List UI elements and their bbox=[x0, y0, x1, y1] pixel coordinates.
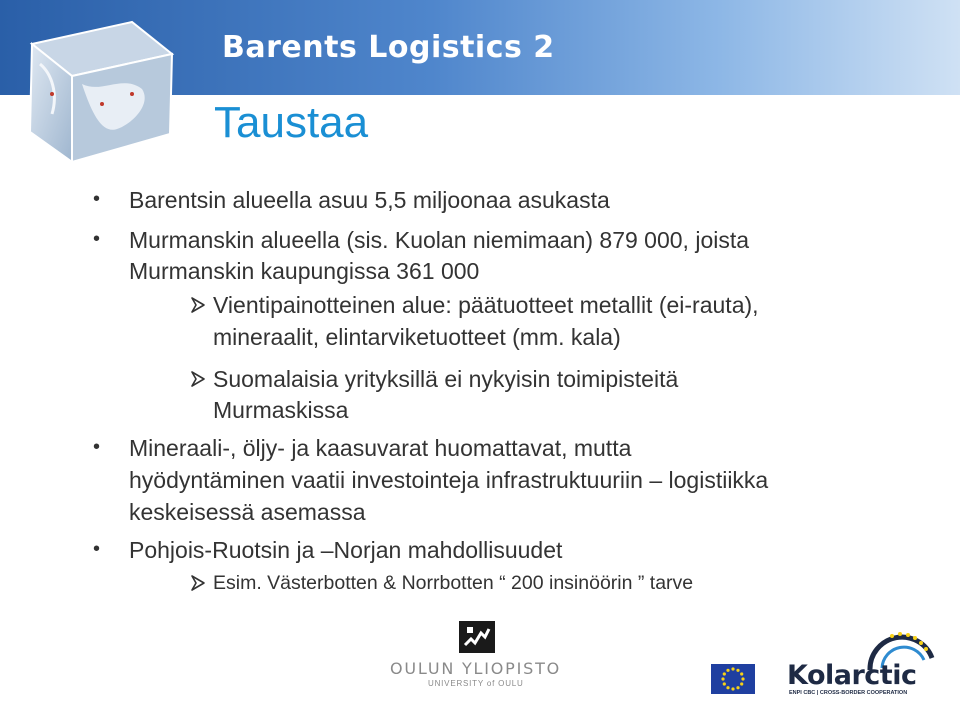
list-item-text: Vientipainotteinen alue: päätuotteet metallit (ei-rauta), bbox=[213, 292, 759, 318]
oulu-university-subtitle: UNIVERSITY of OULU bbox=[428, 679, 524, 688]
arrow-bullet-icon bbox=[189, 370, 207, 388]
oulu-university-name: OULUN YLIOPISTO bbox=[390, 659, 562, 678]
bullet-dot: • bbox=[93, 538, 101, 560]
header-title: Barents Logistics 2 bbox=[222, 30, 555, 65]
list-item-text: Suomalaisia yrityksillä ei nykyisin toimipisteitä bbox=[213, 366, 679, 392]
bullet-dot: • bbox=[93, 188, 101, 210]
list-item-text: mineraalit, elintarviketuotteet (mm. kala) bbox=[213, 324, 621, 350]
bullet-dot: • bbox=[93, 436, 101, 458]
list-item-text: Murmanskin alueella (sis. Kuolan niemimaan) 879 000, joista bbox=[129, 227, 750, 253]
list-item-text: Pohjois-Ruotsin ja –Norjan mahdollisuudet bbox=[129, 537, 563, 563]
arrow-bullet-icon bbox=[189, 574, 207, 592]
list-item-text: hyödyntäminen vaatii investointeja infrastruktuuriin – logistiikka bbox=[129, 467, 769, 493]
list-item-text: Murmanskin kaupungissa 361 000 bbox=[129, 258, 480, 284]
list-item-text: Murmaskissa bbox=[213, 397, 349, 423]
list-item-text: Mineraali-, öljy- ja kaasuvarat huomattavat, mutta bbox=[129, 435, 632, 461]
kolarctic-name: Kolarctic bbox=[787, 660, 917, 691]
slide-title: Taustaa bbox=[214, 98, 369, 147]
oulu-university-logo-icon bbox=[459, 621, 495, 653]
kolarctic-subtitle: ENPI CBC | CROSS-BORDER COOPERATION bbox=[789, 690, 908, 696]
list-item-text: Barentsin alueella asuu 5,5 miljoonaa asukasta bbox=[129, 187, 610, 213]
list-item-text: Esim. Västerbotten & Norrbotten “ 200 insinöörin ” tarve bbox=[213, 572, 694, 594]
list-item-text: keskeisessä asemassa bbox=[129, 499, 366, 525]
arrow-bullet-icon bbox=[189, 296, 207, 314]
eu-flag-icon bbox=[711, 664, 755, 694]
barents-map-cube-icon bbox=[22, 14, 182, 164]
bullet-dot: • bbox=[93, 228, 101, 250]
